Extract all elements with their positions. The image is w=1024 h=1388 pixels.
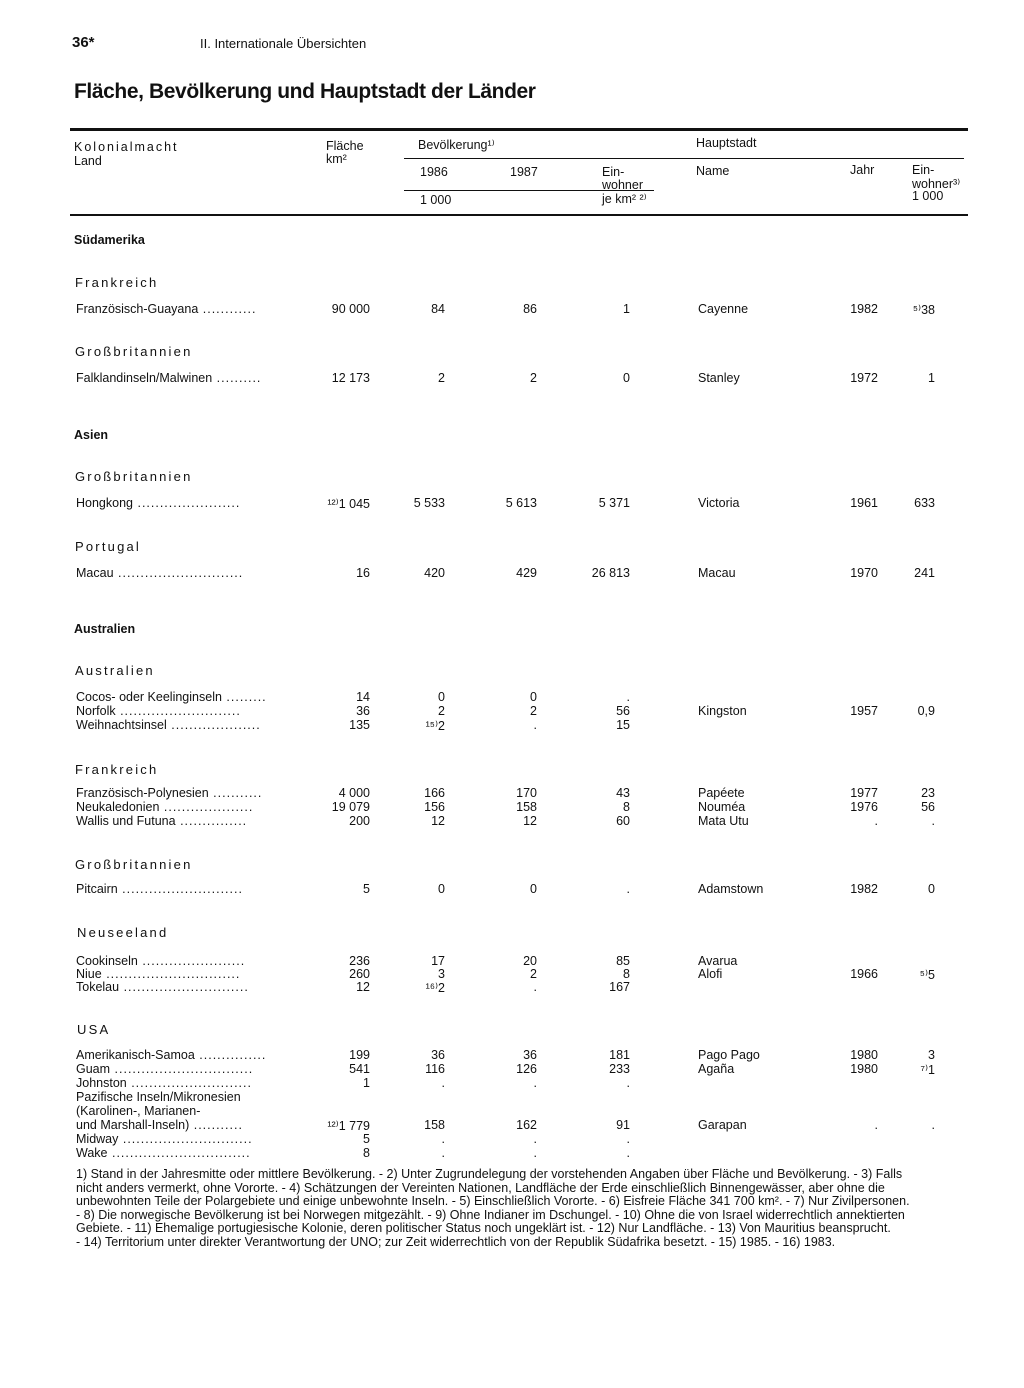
cell-einwohner-je-km2: 85 xyxy=(616,954,630,968)
cell-country xyxy=(76,980,308,994)
cell-hauptstadt: Garapan xyxy=(698,1118,747,1132)
country-name: Französisch-Polynesien xyxy=(76,786,209,800)
country-name: Amerikanisch-Samoa xyxy=(76,1048,195,1062)
cell-bevoelkerung-1986: 420 xyxy=(424,566,445,580)
header-bev-rule xyxy=(404,158,964,159)
country-name: Midway xyxy=(76,1132,119,1146)
cell-flaeche: ¹²⁾1 045 xyxy=(327,497,370,511)
power-neuseeland: Neuseeland xyxy=(77,925,169,940)
cell-country xyxy=(76,1090,308,1104)
cell-flaeche: 8 xyxy=(363,1146,370,1160)
cell-bevoelkerung-1986: 12 xyxy=(431,814,445,828)
leader-dots: ............... xyxy=(175,814,248,828)
leader-dots: ............ xyxy=(198,302,257,316)
cell-bevoelkerung-1986: . xyxy=(441,1132,445,1146)
country-name: Norfolk xyxy=(76,704,116,718)
table-row xyxy=(0,1062,1024,1077)
cell-einwohner-je-km2: 1 xyxy=(623,302,630,316)
table-row xyxy=(0,302,1024,317)
cell-einwohner-je-km2: 0 xyxy=(623,371,630,385)
footnote-line: - 8) Die norwegische Bevölkerung ist bei Norwegen mitgezählt. - 9) Ohne Indianer im Dschungel. - 10) Ohne die von Israel widerrechtlich annektierten xyxy=(76,1207,905,1222)
cell-jahr: . xyxy=(874,1118,878,1132)
cell-flaeche: 4 000 xyxy=(338,786,370,800)
country-name: Neukaledonien xyxy=(76,800,160,814)
cell-country xyxy=(76,566,308,580)
cell-bevoelkerung-1987: 86 xyxy=(523,302,537,316)
footnote-line: Gebiete. - 11) Ehemalige portugiesische Kolonie, deren politischer Status noch ungeklärt ist. - 12) Nur Landfläche. - 13) Von Mauritius beansprucht. xyxy=(76,1221,891,1235)
footnote-line: - 14) Territorium unter direkter Verantwortung der UNO; zur Zeit widerrechtlich von der Republik Südafrika besetzt. - 15) 1985. - 16) 1983. xyxy=(76,1234,836,1249)
cell-hauptstadt: Macau xyxy=(698,566,736,580)
cell-bevoelkerung-1986: 0 xyxy=(438,882,445,896)
cell-jahr: 1970 xyxy=(850,566,878,580)
header-unit-1000: 1 000 xyxy=(420,193,452,207)
cell-hauptstadt: Alofi xyxy=(698,967,723,981)
section-title: II. Internationale Übersichten xyxy=(200,36,367,51)
cell-bevoelkerung-1986: 158 xyxy=(424,1118,445,1132)
cell-hauptstadt: Victoria xyxy=(698,496,740,510)
cell-einwohner-hauptstadt: 3 xyxy=(928,1048,935,1062)
cell-bevoelkerung-1987: 126 xyxy=(516,1062,537,1076)
cell-hauptstadt: Adamstown xyxy=(698,882,764,896)
cell-flaeche: 135 xyxy=(349,718,370,732)
cell-country xyxy=(76,718,308,732)
cell-hauptstadt: Cayenne xyxy=(698,302,749,316)
country-name: Tokelau xyxy=(76,980,120,994)
cell-country xyxy=(76,1076,308,1090)
table-row xyxy=(0,1076,1024,1091)
cell-country xyxy=(76,786,308,800)
country-name: Guam xyxy=(76,1062,111,1076)
cell-einwohner-je-km2: 91 xyxy=(616,1118,630,1132)
cell-flaeche: 5 xyxy=(363,882,370,896)
cell-jahr: 1976 xyxy=(850,800,878,814)
power-grossbritannien: Großbritannien xyxy=(75,344,193,359)
cell-hauptstadt: Avarua xyxy=(698,954,738,968)
cell-bevoelkerung-1987: 2 xyxy=(530,371,537,385)
cell-bevoelkerung-1986: 17 xyxy=(431,954,445,968)
header-bevoelkerung: Bevölkerung¹⁾ xyxy=(418,138,495,152)
page-number: 36* xyxy=(72,34,95,51)
cell-country xyxy=(76,496,308,510)
header-cap-einw-3: 1 000 xyxy=(912,189,944,203)
country-name: Cookinseln xyxy=(76,954,138,968)
country-name: Cocos- oder Keelinginseln xyxy=(76,690,222,704)
leader-dots: ............................... xyxy=(107,1146,251,1160)
leader-dots: ........................... xyxy=(117,882,243,896)
table-row xyxy=(0,814,1024,829)
cell-bevoelkerung-1986: . xyxy=(441,1146,445,1160)
cell-flaeche: 200 xyxy=(349,814,370,828)
cell-einwohner-hauptstadt: 23 xyxy=(921,786,935,800)
cell-bevoelkerung-1987: . xyxy=(533,1076,537,1090)
cell-einwohner-je-km2: 43 xyxy=(616,786,630,800)
header-bottom-rule xyxy=(70,214,968,216)
leader-dots: .................... xyxy=(159,800,254,814)
cell-einwohner-je-km2: 233 xyxy=(609,1062,630,1076)
table-row xyxy=(0,800,1024,815)
cell-bevoelkerung-1987: 170 xyxy=(516,786,537,800)
header-year-1987: 1987 xyxy=(510,165,538,179)
cell-einwohner-hauptstadt: 241 xyxy=(914,566,935,580)
footnote-line: 1) Stand in der Jahresmitte oder mittlere Bevölkerung. - 2) Unter Zugrundelegung der vorstehenden Angaben über Fläche und Bevölkerung. - 3) Falls xyxy=(76,1167,903,1181)
table-row xyxy=(0,690,1024,705)
cell-country xyxy=(76,1132,308,1146)
cell-country xyxy=(76,954,308,968)
country-name: Französisch-Guayana xyxy=(76,302,199,316)
cell-einwohner-je-km2: 15 xyxy=(616,718,630,732)
cell-country xyxy=(76,967,308,981)
country-name: Wallis und Futuna xyxy=(76,814,176,828)
cell-flaeche: 1 xyxy=(363,1076,370,1090)
cell-bevoelkerung-1986: 36 xyxy=(431,1048,445,1062)
power-frankreich: Frankreich xyxy=(75,762,159,777)
country-name: Hongkong xyxy=(76,496,133,510)
cell-flaeche: 12 173 xyxy=(331,371,370,385)
cell-bevoelkerung-1987: 158 xyxy=(516,800,537,814)
cell-einwohner-hauptstadt: 1 xyxy=(928,371,935,385)
cell-einwohner-hauptstadt: 56 xyxy=(921,800,935,814)
region-australien: Australien xyxy=(74,622,136,636)
cell-bevoelkerung-1986: 3 xyxy=(438,967,445,981)
cell-einwohner-je-km2: . xyxy=(626,1146,630,1160)
cell-flaeche: 19 079 xyxy=(331,800,370,814)
cell-bevoelkerung-1986: 156 xyxy=(424,800,445,814)
cell-bevoelkerung-1986: 5 533 xyxy=(413,496,445,510)
cell-einwohner-je-km2: . xyxy=(626,1076,630,1090)
cell-bevoelkerung-1987: . xyxy=(533,980,537,994)
cell-einwohner-je-km2: . xyxy=(626,690,630,704)
power-australien: Australien xyxy=(75,663,155,678)
cell-jahr: 1977 xyxy=(850,786,878,800)
cell-einwohner-hauptstadt: ⁵⁾5 xyxy=(919,968,935,982)
cell-bevoelkerung-1987: 0 xyxy=(530,882,537,896)
cell-flaeche: 16 xyxy=(356,566,370,580)
table-row xyxy=(0,371,1024,386)
cell-jahr: 1966 xyxy=(850,967,878,981)
cell-einwohner-je-km2: 5 371 xyxy=(598,496,630,510)
cell-bevoelkerung-1987: 20 xyxy=(523,954,537,968)
cell-einwohner-je-km2: . xyxy=(626,882,630,896)
country-name: Niue xyxy=(76,967,102,981)
leader-dots: ........................... xyxy=(115,704,241,718)
cell-bevoelkerung-1987: 162 xyxy=(516,1118,537,1132)
cell-bevoelkerung-1987: . xyxy=(533,718,537,732)
country-name: Wake xyxy=(76,1146,108,1160)
cell-bevoelkerung-1987: 36 xyxy=(523,1048,537,1062)
cell-hauptstadt: Agaña xyxy=(698,1062,735,1076)
cell-einwohner-hauptstadt: . xyxy=(931,814,935,828)
cell-flaeche: 14 xyxy=(356,690,370,704)
leader-dots: ............................... xyxy=(110,1062,254,1076)
header-einwohner-3: je km² ²⁾ xyxy=(602,192,647,206)
header-hauptstadt: Hauptstadt xyxy=(696,136,757,150)
cell-einwohner-je-km2: 8 xyxy=(623,800,630,814)
table-row xyxy=(0,1104,1024,1119)
cell-country xyxy=(76,704,308,718)
power-grossbritannien: Großbritannien xyxy=(75,469,193,484)
cell-flaeche: 199 xyxy=(349,1048,370,1062)
cell-bevoelkerung-1986: 0 xyxy=(438,690,445,704)
cell-country xyxy=(76,1118,308,1132)
country-name: Macau xyxy=(76,566,114,580)
cell-jahr: 1957 xyxy=(850,704,878,718)
cell-bevoelkerung-1986: . xyxy=(441,1076,445,1090)
leader-dots: ........... xyxy=(208,786,263,800)
header-flaeche: Fläche xyxy=(326,139,364,153)
cell-country xyxy=(76,1104,308,1118)
table-row xyxy=(0,786,1024,801)
leader-dots: ....................... xyxy=(133,496,241,510)
cell-country xyxy=(76,814,308,828)
cell-country xyxy=(76,690,308,704)
cell-einwohner-hauptstadt: 633 xyxy=(914,496,935,510)
cell-bevoelkerung-1986: 166 xyxy=(424,786,445,800)
leader-dots: .................... xyxy=(166,718,261,732)
cell-flaeche: 36 xyxy=(356,704,370,718)
cell-jahr: 1980 xyxy=(850,1048,878,1062)
cell-country xyxy=(76,1146,308,1160)
table-row xyxy=(0,980,1024,995)
header-einwohner-2: wohner xyxy=(602,178,643,192)
country-name: und Marshall-Inseln) xyxy=(76,1118,190,1132)
cell-hauptstadt: Pago Pago xyxy=(698,1048,760,1062)
leader-dots: ......... xyxy=(221,690,267,704)
table-row xyxy=(0,496,1024,511)
page-title: Fläche, Bevölkerung und Hauptstadt der Länder xyxy=(74,80,536,103)
cell-bevoelkerung-1987: . xyxy=(533,1132,537,1146)
cell-flaeche: 260 xyxy=(349,967,370,981)
cell-bevoelkerung-1987: 2 xyxy=(530,704,537,718)
power-portugal: Portugal xyxy=(75,539,142,554)
table-row xyxy=(0,704,1024,719)
cell-einwohner-hauptstadt: ⁷⁾1 xyxy=(920,1063,935,1077)
cell-einwohner-je-km2: 8 xyxy=(623,967,630,981)
leader-dots: .......... xyxy=(212,371,262,385)
cell-flaeche: 5 xyxy=(363,1132,370,1146)
cell-bevoelkerung-1986: ¹⁵⁾2 xyxy=(425,719,445,733)
leader-dots: ........................... xyxy=(126,1076,252,1090)
cell-einwohner-hauptstadt: 0 xyxy=(928,882,935,896)
region-suedamerika: Südamerika xyxy=(74,233,145,247)
cell-hauptstadt: Nouméa xyxy=(698,800,746,814)
cell-bevoelkerung-1986: 116 xyxy=(425,1062,445,1076)
cell-bevoelkerung-1986: ¹⁶⁾2 xyxy=(425,981,445,995)
leader-dots: ....................... xyxy=(137,954,246,968)
leader-dots: .............................. xyxy=(101,967,241,981)
cell-einwohner-je-km2: 60 xyxy=(616,814,630,828)
region-asien: Asien xyxy=(74,428,109,442)
cell-country xyxy=(76,371,308,385)
cell-bevoelkerung-1987: 0 xyxy=(530,690,537,704)
footnotes xyxy=(76,1168,976,1249)
cell-hauptstadt: Mata Utu xyxy=(698,814,749,828)
cell-einwohner-je-km2: 181 xyxy=(609,1048,630,1062)
cell-bevoelkerung-1987: 429 xyxy=(516,566,537,580)
table-row xyxy=(0,718,1024,733)
cell-country xyxy=(76,882,308,896)
cell-flaeche: ¹²⁾1 779 xyxy=(327,1119,370,1133)
country-name: Pitcairn xyxy=(76,882,118,896)
cell-bevoelkerung-1987: . xyxy=(533,1146,537,1160)
footnote-line: nicht anders vermerkt, ohne Vororte. - 4) Schätzungen der Vereinten Nationen, Landfläche der Erde einschließlich Binnengewässer, aber ohne die xyxy=(76,1180,885,1195)
cell-einwohner-hauptstadt: 0,9 xyxy=(917,704,935,718)
cell-bevoelkerung-1987: 12 xyxy=(523,814,537,828)
country-name: Weihnachtsinsel xyxy=(76,718,167,732)
cell-einwohner-hauptstadt: ⁵⁾38 xyxy=(912,303,935,317)
cell-einwohner-je-km2: . xyxy=(626,1132,630,1146)
cell-einwohner-je-km2: 56 xyxy=(616,704,630,718)
table-row xyxy=(0,1118,1024,1133)
cell-country xyxy=(76,800,308,814)
cell-flaeche: 90 000 xyxy=(331,302,370,316)
cell-hauptstadt: Stanley xyxy=(698,371,740,385)
leader-dots: ............................. xyxy=(118,1132,253,1146)
power-frankreich: Frankreich xyxy=(75,275,159,290)
header-land: Land xyxy=(74,154,102,168)
table-row xyxy=(0,566,1024,581)
cell-flaeche: 541 xyxy=(349,1062,370,1076)
power-grossbritannien: Großbritannien xyxy=(75,857,193,872)
cell-bevoelkerung-1986: 2 xyxy=(438,704,445,718)
cell-einwohner-je-km2: 167 xyxy=(609,980,630,994)
cell-hauptstadt: Papéete xyxy=(698,786,745,800)
footnote-line: unbewohnten Teile der Polargebiete und einige unbewohnte Inseln. - 5) Einschließlich Vororte. - 6) Eisfreie Fläche 341 700 km². - 7) Nur Zivilpersonen. xyxy=(76,1194,910,1208)
cell-bevoelkerung-1986: 84 xyxy=(431,302,445,316)
cell-bevoelkerung-1986: 2 xyxy=(438,371,445,385)
country-name: Johnston xyxy=(76,1076,127,1090)
header-cap-einw-2: wohner³⁾ xyxy=(912,177,961,191)
table-row xyxy=(0,882,1024,897)
cell-jahr: 1982 xyxy=(850,882,878,896)
cell-jahr: 1980 xyxy=(850,1062,878,1076)
header-einwohner-1: Ein- xyxy=(602,165,625,179)
header-kolonialmacht: Kolonialmacht xyxy=(74,140,179,154)
header-flaeche-unit: km² xyxy=(326,152,347,166)
header-top-rule xyxy=(70,128,968,131)
cell-jahr: 1961 xyxy=(850,496,878,510)
country-name: (Karolinen-, Marianen- xyxy=(76,1104,201,1118)
country-name: Falklandinseln/Malwinen xyxy=(76,371,213,385)
power-usa: USA xyxy=(77,1022,111,1037)
leader-dots: ............................ xyxy=(113,566,244,580)
header-year-1986: 1986 xyxy=(420,165,448,179)
cell-bevoelkerung-1987: 2 xyxy=(530,967,537,981)
cell-einwohner-je-km2: 26 813 xyxy=(591,566,630,580)
cell-flaeche: 12 xyxy=(356,980,370,994)
cell-country xyxy=(76,1062,308,1076)
table-row xyxy=(0,1146,1024,1161)
leader-dots: ............................ xyxy=(119,980,249,994)
country-name: Pazifische Inseln/Mikronesien xyxy=(76,1090,241,1104)
cell-flaeche: 236 xyxy=(349,954,370,968)
cell-jahr: 1982 xyxy=(850,302,878,316)
header-cap-einw-1: Ein- xyxy=(912,163,935,177)
cell-country xyxy=(76,302,308,316)
cell-jahr: 1972 xyxy=(850,371,878,385)
cell-country xyxy=(76,1048,308,1062)
header-jahr: Jahr xyxy=(850,163,875,177)
cell-bevoelkerung-1987: 5 613 xyxy=(505,496,537,510)
table-row xyxy=(0,1048,1024,1063)
leader-dots: ........... xyxy=(189,1118,243,1132)
cell-jahr: . xyxy=(874,814,878,828)
table-row xyxy=(0,1090,1024,1105)
cell-hauptstadt: Kingston xyxy=(698,704,747,718)
table-row xyxy=(0,1132,1024,1147)
cell-einwohner-hauptstadt: . xyxy=(931,1118,935,1132)
leader-dots: ............... xyxy=(194,1048,267,1062)
header-name: Name xyxy=(696,164,730,178)
